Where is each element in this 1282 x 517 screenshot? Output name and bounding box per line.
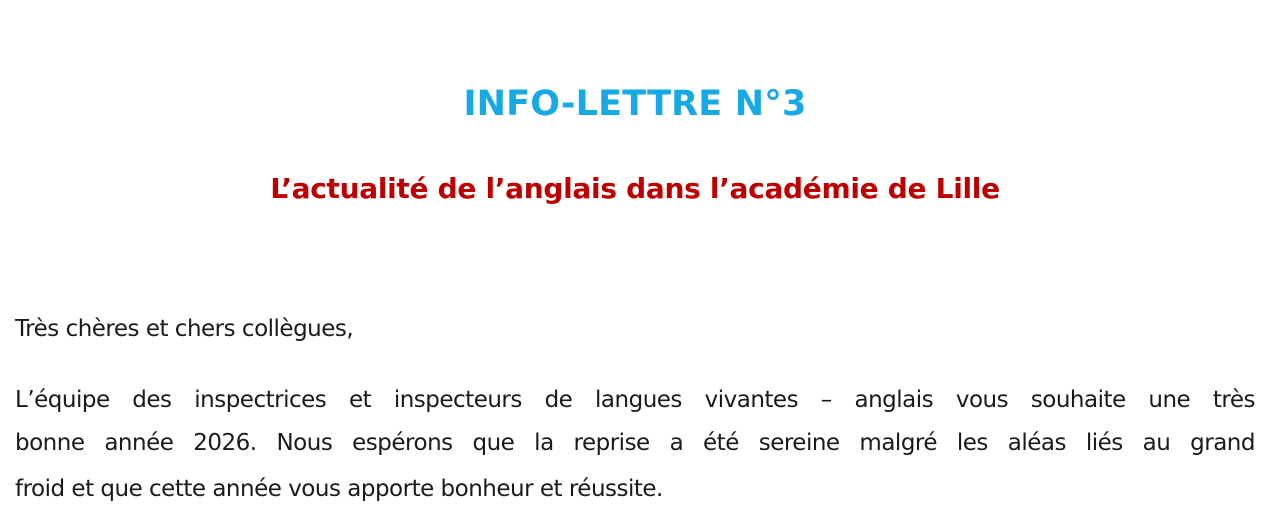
paragraph-line-1: L’équipe des inspectrices et inspecteurs de langues vivantes – anglais vous souhaite une très [15, 387, 1255, 413]
newsletter-subtitle: L’actualité de l’anglais dans l’académie de Lille [270, 172, 1000, 205]
newsletter-title: INFO-LETTRE N°3 [463, 84, 807, 124]
paragraph-line-3: froid et que cette année vous apporte bonheur et réussite. [15, 476, 663, 502]
paragraph-line-2: bonne année 2026. Nous espérons que la reprise a été sereine malgré les aléas liés au grand [15, 430, 1255, 456]
greeting-text: Très chères et chers collègues, [15, 316, 354, 342]
